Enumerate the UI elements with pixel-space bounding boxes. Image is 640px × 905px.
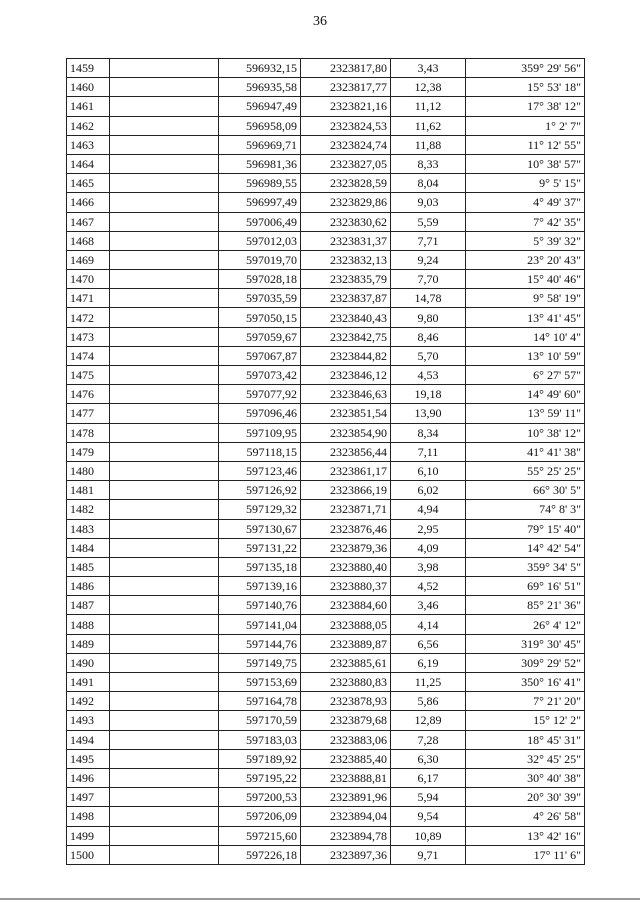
blank-cell <box>110 826 219 845</box>
point-number-cell: 1471 <box>67 289 110 308</box>
table-row <box>67 135 585 154</box>
point-number-cell: 1499 <box>67 826 110 845</box>
y-coordinate-cell: 2323854,90 <box>301 423 391 442</box>
angle-cell: 13° 41' 45" <box>466 308 585 327</box>
length-cell: 7,71 <box>391 231 466 250</box>
blank-cell <box>110 596 219 615</box>
y-coordinate-cell: 2323891,96 <box>301 788 391 807</box>
blank-cell <box>110 135 219 154</box>
blank-cell <box>110 788 219 807</box>
blank-cell <box>110 500 219 519</box>
table-row <box>67 423 585 442</box>
point-number-cell: 1481 <box>67 481 110 500</box>
y-coordinate-cell: 2323878,93 <box>301 692 391 711</box>
table-row <box>67 673 585 692</box>
angle-cell: 7° 42' 35" <box>466 212 585 231</box>
blank-cell <box>110 404 219 423</box>
angle-cell: 10° 38' 12" <box>466 423 585 442</box>
x-coordinate-cell: 597073,42 <box>219 366 301 385</box>
angle-cell: 4° 49' 37" <box>466 193 585 212</box>
angle-cell: 69° 16' 51" <box>466 577 585 596</box>
y-coordinate-cell: 2323880,40 <box>301 557 391 576</box>
x-coordinate-cell: 596932,15 <box>219 59 301 78</box>
y-coordinate-cell: 2323832,13 <box>301 250 391 269</box>
length-cell: 7,70 <box>391 270 466 289</box>
table-row <box>67 404 585 423</box>
blank-cell <box>110 346 219 365</box>
y-coordinate-cell: 2323817,77 <box>301 78 391 97</box>
table-row <box>67 308 585 327</box>
length-cell: 8,33 <box>391 154 466 173</box>
length-cell: 5,59 <box>391 212 466 231</box>
length-cell: 11,88 <box>391 135 466 154</box>
angle-cell: 55° 25' 25" <box>466 461 585 480</box>
table-row <box>67 270 585 289</box>
point-number-cell: 1468 <box>67 231 110 250</box>
table-row <box>67 231 585 250</box>
y-coordinate-cell: 2323897,36 <box>301 845 391 864</box>
angle-cell: 32° 45' 25" <box>466 749 585 768</box>
length-cell: 13,90 <box>391 404 466 423</box>
point-number-cell: 1461 <box>67 97 110 116</box>
x-coordinate-cell: 597135,18 <box>219 557 301 576</box>
length-cell: 8,34 <box>391 423 466 442</box>
angle-cell: 10° 38' 57" <box>466 154 585 173</box>
angle-cell: 13° 10' 59" <box>466 346 585 365</box>
length-cell: 9,24 <box>391 250 466 269</box>
y-coordinate-cell: 2323842,75 <box>301 327 391 346</box>
x-coordinate-cell: 597123,46 <box>219 461 301 480</box>
length-cell: 4,94 <box>391 500 466 519</box>
blank-cell <box>110 212 219 231</box>
y-coordinate-cell: 2323879,68 <box>301 711 391 730</box>
blank-cell <box>110 711 219 730</box>
y-coordinate-cell: 2323828,59 <box>301 174 391 193</box>
y-coordinate-cell: 2323824,53 <box>301 116 391 135</box>
length-cell: 4,14 <box>391 615 466 634</box>
blank-cell <box>110 653 219 672</box>
y-coordinate-cell: 2323880,83 <box>301 673 391 692</box>
table-row <box>67 154 585 173</box>
blank-cell <box>110 442 219 461</box>
point-number-cell: 1488 <box>67 615 110 634</box>
length-cell: 3,98 <box>391 557 466 576</box>
length-cell: 2,95 <box>391 519 466 538</box>
table-row <box>67 538 585 557</box>
x-coordinate-cell: 597215,60 <box>219 826 301 845</box>
blank-cell <box>110 366 219 385</box>
point-number-cell: 1469 <box>67 250 110 269</box>
angle-cell: 20° 30' 39" <box>466 788 585 807</box>
point-number-cell: 1460 <box>67 78 110 97</box>
length-cell: 6,10 <box>391 461 466 480</box>
point-number-cell: 1466 <box>67 193 110 212</box>
length-cell: 6,19 <box>391 653 466 672</box>
point-number-cell: 1470 <box>67 270 110 289</box>
angle-cell: 9° 58' 19" <box>466 289 585 308</box>
x-coordinate-cell: 597140,76 <box>219 596 301 615</box>
table-row <box>67 577 585 596</box>
x-coordinate-cell: 597006,49 <box>219 212 301 231</box>
y-coordinate-cell: 2323835,79 <box>301 270 391 289</box>
angle-cell: 15° 40' 46" <box>466 270 585 289</box>
x-coordinate-cell: 596989,55 <box>219 174 301 193</box>
x-coordinate-cell: 597019,70 <box>219 250 301 269</box>
length-cell: 6,02 <box>391 481 466 500</box>
point-number-cell: 1479 <box>67 442 110 461</box>
x-coordinate-cell: 596969,71 <box>219 135 301 154</box>
length-cell: 4,09 <box>391 538 466 557</box>
point-number-cell: 1487 <box>67 596 110 615</box>
angle-cell: 359° 34' 5" <box>466 557 585 576</box>
y-coordinate-cell: 2323871,71 <box>301 500 391 519</box>
point-number-cell: 1477 <box>67 404 110 423</box>
x-coordinate-cell: 597131,22 <box>219 538 301 557</box>
x-coordinate-cell: 597206,09 <box>219 807 301 826</box>
angle-cell: 79° 15' 40" <box>466 519 585 538</box>
x-coordinate-cell: 597035,59 <box>219 289 301 308</box>
y-coordinate-cell: 2323876,46 <box>301 519 391 538</box>
point-number-cell: 1480 <box>67 461 110 480</box>
blank-cell <box>110 308 219 327</box>
x-coordinate-cell: 596997,49 <box>219 193 301 212</box>
point-number-cell: 1486 <box>67 577 110 596</box>
blank-cell <box>110 174 219 193</box>
table-row <box>67 59 585 78</box>
blank-cell <box>110 673 219 692</box>
y-coordinate-cell: 2323894,78 <box>301 826 391 845</box>
blank-cell <box>110 557 219 576</box>
length-cell: 5,94 <box>391 788 466 807</box>
blank-cell <box>110 250 219 269</box>
table-row <box>67 845 585 864</box>
x-coordinate-cell: 597126,92 <box>219 481 301 500</box>
x-coordinate-cell: 597153,69 <box>219 673 301 692</box>
angle-cell: 14° 10' 4" <box>466 327 585 346</box>
table-row <box>67 481 585 500</box>
x-coordinate-cell: 597139,16 <box>219 577 301 596</box>
table-row <box>67 500 585 519</box>
angle-cell: 15° 53' 18" <box>466 78 585 97</box>
y-coordinate-cell: 2323827,05 <box>301 154 391 173</box>
x-coordinate-cell: 597118,15 <box>219 442 301 461</box>
blank-cell <box>110 807 219 826</box>
table-row <box>67 212 585 231</box>
length-cell: 6,17 <box>391 768 466 787</box>
blank-cell <box>110 519 219 538</box>
length-cell: 5,86 <box>391 692 466 711</box>
x-coordinate-cell: 597050,15 <box>219 308 301 327</box>
length-cell: 9,03 <box>391 193 466 212</box>
length-cell: 7,11 <box>391 442 466 461</box>
blank-cell <box>110 59 219 78</box>
x-coordinate-cell: 597096,46 <box>219 404 301 423</box>
blank-cell <box>110 615 219 634</box>
blank-cell <box>110 538 219 557</box>
angle-cell: 66° 30' 5" <box>466 481 585 500</box>
angle-cell: 17° 38' 12" <box>466 97 585 116</box>
angle-cell: 18° 45' 31" <box>466 730 585 749</box>
y-coordinate-cell: 2323885,61 <box>301 653 391 672</box>
y-coordinate-cell: 2323846,63 <box>301 385 391 404</box>
angle-cell: 85° 21' 36" <box>466 596 585 615</box>
point-number-cell: 1496 <box>67 768 110 787</box>
blank-cell <box>110 634 219 653</box>
angle-cell: 17° 11' 6" <box>466 845 585 864</box>
blank-cell <box>110 289 219 308</box>
length-cell: 3,43 <box>391 59 466 78</box>
length-cell: 19,18 <box>391 385 466 404</box>
angle-cell: 350° 16' 41" <box>466 673 585 692</box>
y-coordinate-cell: 2323829,86 <box>301 193 391 212</box>
angle-cell: 14° 42' 54" <box>466 538 585 557</box>
x-coordinate-cell: 596935,58 <box>219 78 301 97</box>
point-number-cell: 1485 <box>67 557 110 576</box>
length-cell: 11,62 <box>391 116 466 135</box>
point-number-cell: 1489 <box>67 634 110 653</box>
x-coordinate-cell: 597028,18 <box>219 270 301 289</box>
table-row <box>67 289 585 308</box>
x-coordinate-cell: 597195,22 <box>219 768 301 787</box>
table-row <box>67 557 585 576</box>
angle-cell: 309° 29' 52" <box>466 653 585 672</box>
point-number-cell: 1473 <box>67 327 110 346</box>
table-row <box>67 442 585 461</box>
table-row <box>67 327 585 346</box>
table-row <box>67 749 585 768</box>
angle-cell: 4° 26' 58" <box>466 807 585 826</box>
angle-cell: 14° 49' 60" <box>466 385 585 404</box>
table-row <box>67 768 585 787</box>
y-coordinate-cell: 2323894,04 <box>301 807 391 826</box>
y-coordinate-cell: 2323831,37 <box>301 231 391 250</box>
y-coordinate-cell: 2323866,19 <box>301 481 391 500</box>
x-coordinate-cell: 597012,03 <box>219 231 301 250</box>
angle-cell: 359° 29' 56" <box>466 59 585 78</box>
blank-cell <box>110 845 219 864</box>
point-number-cell: 1462 <box>67 116 110 135</box>
point-number-cell: 1495 <box>67 749 110 768</box>
table-row <box>67 807 585 826</box>
table-row <box>67 788 585 807</box>
y-coordinate-cell: 2323856,44 <box>301 442 391 461</box>
length-cell: 11,12 <box>391 97 466 116</box>
table-row <box>67 97 585 116</box>
y-coordinate-cell: 2323824,74 <box>301 135 391 154</box>
blank-cell <box>110 154 219 173</box>
angle-cell: 5° 39' 32" <box>466 231 585 250</box>
table-row <box>67 634 585 653</box>
point-number-cell: 1478 <box>67 423 110 442</box>
table-row <box>67 174 585 193</box>
blank-cell <box>110 768 219 787</box>
point-number-cell: 1500 <box>67 845 110 864</box>
length-cell: 8,04 <box>391 174 466 193</box>
angle-cell: 6° 27' 57" <box>466 366 585 385</box>
angle-cell: 26° 4' 12" <box>466 615 585 634</box>
y-coordinate-cell: 2323830,62 <box>301 212 391 231</box>
point-number-cell: 1459 <box>67 59 110 78</box>
blank-cell <box>110 385 219 404</box>
page-number: 36 <box>313 14 327 29</box>
length-cell: 6,30 <box>391 749 466 768</box>
angle-cell: 1° 2' 7" <box>466 116 585 135</box>
angle-cell: 41° 41' 38" <box>466 442 585 461</box>
blank-cell <box>110 78 219 97</box>
table-row <box>67 711 585 730</box>
y-coordinate-cell: 2323844,82 <box>301 346 391 365</box>
x-coordinate-cell: 597164,78 <box>219 692 301 711</box>
y-coordinate-cell: 2323861,17 <box>301 461 391 480</box>
length-cell: 10,89 <box>391 826 466 845</box>
table-row <box>67 346 585 365</box>
footer-divider <box>0 898 640 900</box>
x-coordinate-cell: 596981,36 <box>219 154 301 173</box>
table-row <box>67 385 585 404</box>
length-cell: 4,52 <box>391 577 466 596</box>
point-number-cell: 1497 <box>67 788 110 807</box>
blank-cell <box>110 461 219 480</box>
table-row <box>67 653 585 672</box>
x-coordinate-cell: 597141,04 <box>219 615 301 634</box>
table-row <box>67 826 585 845</box>
y-coordinate-cell: 2323888,81 <box>301 768 391 787</box>
point-number-cell: 1465 <box>67 174 110 193</box>
point-number-cell: 1464 <box>67 154 110 173</box>
y-coordinate-cell: 2323884,60 <box>301 596 391 615</box>
x-coordinate-cell: 597129,32 <box>219 500 301 519</box>
angle-cell: 11° 12' 55" <box>466 135 585 154</box>
length-cell: 8,46 <box>391 327 466 346</box>
table-row <box>67 596 585 615</box>
length-cell: 9,71 <box>391 845 466 864</box>
x-coordinate-cell: 597226,18 <box>219 845 301 864</box>
table-row <box>67 692 585 711</box>
blank-cell <box>110 327 219 346</box>
blank-cell <box>110 481 219 500</box>
x-coordinate-cell: 597183,03 <box>219 730 301 749</box>
x-coordinate-cell: 597130,67 <box>219 519 301 538</box>
y-coordinate-cell: 2323840,43 <box>301 308 391 327</box>
x-coordinate-cell: 597077,92 <box>219 385 301 404</box>
y-coordinate-cell: 2323888,05 <box>301 615 391 634</box>
point-number-cell: 1463 <box>67 135 110 154</box>
point-number-cell: 1490 <box>67 653 110 672</box>
blank-cell <box>110 423 219 442</box>
angle-cell: 74° 8' 3" <box>466 500 585 519</box>
x-coordinate-cell: 596947,49 <box>219 97 301 116</box>
x-coordinate-cell: 597067,87 <box>219 346 301 365</box>
angle-cell: 23° 20' 43" <box>466 250 585 269</box>
point-number-cell: 1492 <box>67 692 110 711</box>
blank-cell <box>110 193 219 212</box>
x-coordinate-cell: 596958,09 <box>219 116 301 135</box>
table-row <box>67 193 585 212</box>
table-row <box>67 116 585 135</box>
table-row <box>67 366 585 385</box>
length-cell: 3,46 <box>391 596 466 615</box>
x-coordinate-cell: 597189,92 <box>219 749 301 768</box>
blank-cell <box>110 577 219 596</box>
coordinates-table <box>66 58 585 865</box>
table-row <box>67 519 585 538</box>
blank-cell <box>110 231 219 250</box>
y-coordinate-cell: 2323883,06 <box>301 730 391 749</box>
y-coordinate-cell: 2323879,36 <box>301 538 391 557</box>
point-number-cell: 1498 <box>67 807 110 826</box>
point-number-cell: 1491 <box>67 673 110 692</box>
angle-cell: 13° 42' 16" <box>466 826 585 845</box>
x-coordinate-cell: 597200,53 <box>219 788 301 807</box>
y-coordinate-cell: 2323846,12 <box>301 366 391 385</box>
angle-cell: 319° 30' 45" <box>466 634 585 653</box>
x-coordinate-cell: 597059,67 <box>219 327 301 346</box>
point-number-cell: 1475 <box>67 366 110 385</box>
angle-cell: 9° 5' 15" <box>466 174 585 193</box>
point-number-cell: 1493 <box>67 711 110 730</box>
angle-cell: 7° 21' 20" <box>466 692 585 711</box>
angle-cell: 30° 40' 38" <box>466 768 585 787</box>
y-coordinate-cell: 2323885,40 <box>301 749 391 768</box>
angle-cell: 13° 59' 11" <box>466 404 585 423</box>
coordinates-table-body <box>67 59 585 865</box>
x-coordinate-cell: 597144,76 <box>219 634 301 653</box>
point-number-cell: 1484 <box>67 538 110 557</box>
table-row <box>67 461 585 480</box>
y-coordinate-cell: 2323821,16 <box>301 97 391 116</box>
blank-cell <box>110 116 219 135</box>
point-number-cell: 1474 <box>67 346 110 365</box>
length-cell: 5,70 <box>391 346 466 365</box>
table-row <box>67 730 585 749</box>
x-coordinate-cell: 597109,95 <box>219 423 301 442</box>
length-cell: 12,38 <box>391 78 466 97</box>
y-coordinate-cell: 2323817,80 <box>301 59 391 78</box>
table-row <box>67 78 585 97</box>
point-number-cell: 1472 <box>67 308 110 327</box>
x-coordinate-cell: 597170,59 <box>219 711 301 730</box>
y-coordinate-cell: 2323889,87 <box>301 634 391 653</box>
blank-cell <box>110 97 219 116</box>
length-cell: 4,53 <box>391 366 466 385</box>
table-row <box>67 250 585 269</box>
length-cell: 12,89 <box>391 711 466 730</box>
y-coordinate-cell: 2323837,87 <box>301 289 391 308</box>
y-coordinate-cell: 2323880,37 <box>301 577 391 596</box>
table-row <box>67 615 585 634</box>
length-cell: 9,80 <box>391 308 466 327</box>
length-cell: 6,56 <box>391 634 466 653</box>
length-cell: 14,78 <box>391 289 466 308</box>
y-coordinate-cell: 2323851,54 <box>301 404 391 423</box>
blank-cell <box>110 270 219 289</box>
angle-cell: 15° 12' 2" <box>466 711 585 730</box>
blank-cell <box>110 749 219 768</box>
point-number-cell: 1483 <box>67 519 110 538</box>
x-coordinate-cell: 597149,75 <box>219 653 301 672</box>
point-number-cell: 1494 <box>67 730 110 749</box>
length-cell: 9,54 <box>391 807 466 826</box>
blank-cell <box>110 730 219 749</box>
point-number-cell: 1467 <box>67 212 110 231</box>
length-cell: 11,25 <box>391 673 466 692</box>
point-number-cell: 1476 <box>67 385 110 404</box>
blank-cell <box>110 692 219 711</box>
length-cell: 7,28 <box>391 730 466 749</box>
point-number-cell: 1482 <box>67 500 110 519</box>
